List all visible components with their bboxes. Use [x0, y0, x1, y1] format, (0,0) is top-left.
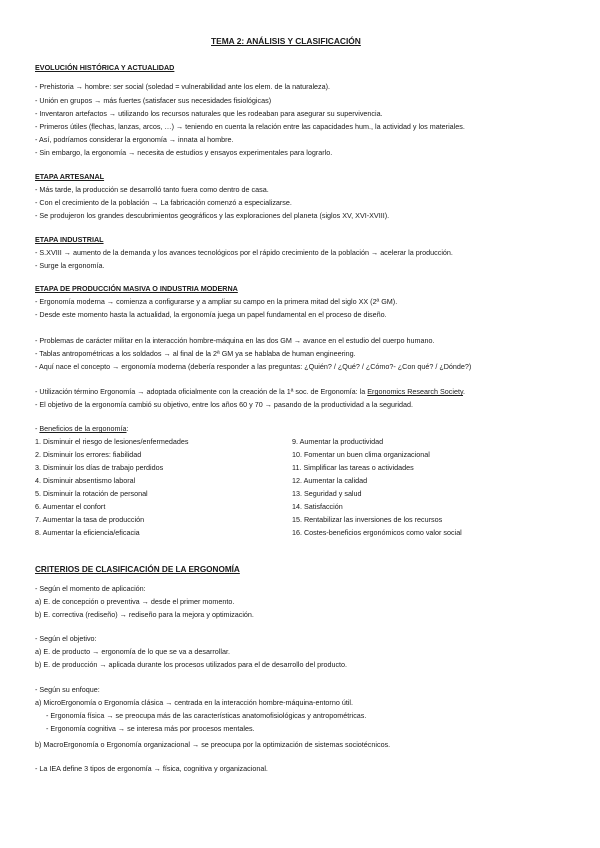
- paragraph-line: - Inventaron artefactos → utilizando los recursos naturales que les rodeaban para asegurar su supervivencia.: [35, 109, 383, 118]
- benefit-item: 1. Disminuir el riesgo de lesiones/enfermedades: [35, 437, 189, 446]
- paragraph-line: - Tablas antropométricas a los soldados → al final de la 2ª GM ya se hablaba de human engineering.: [35, 349, 356, 358]
- paragraph-line: - Así, podríamos considerar la ergonomía → innata al hombre.: [35, 135, 234, 144]
- benefits-colon: :: [126, 424, 129, 433]
- paragraph-subline: - Ergonomía física → se preocupa más de las características anatomofisiológicas y antropométricas.: [46, 711, 367, 720]
- paragraph-line: - Sin embargo, la ergonomía → necesita de estudios y ensayos experimentales para lograrlo.: [35, 148, 333, 157]
- paragraph-line: - La IEA define 3 tipos de ergonomía → física, cognitiva y organizacional.: [35, 764, 268, 773]
- section-heading-produccion-masiva: ETAPA DE PRODUCCIÓN MASIVA O INDUSTRIA MODERNA: [35, 284, 238, 293]
- paragraph-line: - Primeros útiles (flechas, lanzas, arcos, …) → teniendo en cuenta la relación entre las capacidades hum., la actividad y los materiales.: [35, 122, 465, 131]
- benefit-item: 15. Rentabilizar las inversiones de los recursos: [292, 515, 443, 524]
- paragraph-line: - Surge la ergonomía.: [35, 261, 105, 270]
- section-heading-evolucion: EVOLUCIÓN HISTÓRICA Y ACTUALIDAD: [35, 63, 175, 72]
- paragraph-line: - Unión en grupos → más fuertes (satisfacer sus necesidades fisiológicas): [35, 96, 272, 105]
- section-heading-artesanal: ETAPA ARTESANAL: [35, 172, 105, 181]
- paragraph-line: - Según el momento de aplicación:: [35, 584, 146, 593]
- paragraph-line-ers: [35, 387, 465, 396]
- benefit-item: 16. Costes-beneficios ergonómicos como valor social: [292, 528, 462, 537]
- paragraph-line: b) MacroErgonomía o Ergonomía organizacional → se preocupa por la optimización de sistemas sociotécnicos.: [35, 740, 391, 749]
- benefit-item: 6. Aumentar el confort: [35, 502, 106, 511]
- paragraph-line: - Se produjeron los grandes descubrimientos geográficos y las exploraciones del planeta (siglos XV, XVI-XVIII).: [35, 211, 390, 220]
- benefit-item: 3. Disminuir los días de trabajo perdidos: [35, 463, 164, 472]
- benefit-item: 7. Aumentar la tasa de producción: [35, 515, 145, 524]
- paragraph-line: b) E. de producción → aplicada durante los procesos utilizados para el de desarrollo del producto.: [35, 660, 348, 669]
- paragraph-line: - Prehistoria → hombre: ser social (soledad = vulnerabilidad ante los elem. de la naturaleza).: [35, 82, 331, 91]
- paragraph-line: - Aquí nace el concepto → ergonomía moderna (debería responder a las preguntas: ¿Quién? / ¿Qué? / ¿Cómo?- ¿Con qué? / ¿Dónde?): [35, 362, 472, 371]
- benefit-item: 8. Aumentar la eficiencia/eficacia: [35, 528, 140, 537]
- paragraph-line: a) E. de producto → ergonomía de lo que se va a desarrollar.: [35, 647, 230, 656]
- ers-text: - Utilización término Ergonomía → adoptada oficialmente con la creación de la 1ª soc. de Ergonomía: la: [35, 387, 368, 396]
- paragraph-line: b) E. correctiva (rediseño) → rediseño para la mejora y optimización.: [35, 610, 254, 619]
- benefit-item: 10. Fomentar un buen clima organizacional: [292, 450, 430, 459]
- document-title: TEMA 2: ANÁLISIS Y CLASIFICACIÓN: [211, 36, 361, 46]
- benefit-item: 4. Disminuir absentismo laboral: [35, 476, 136, 485]
- benefit-item: 11. Simplificar las tareas o actividades: [292, 463, 414, 472]
- benefit-item: 2. Disminuir los errores: fiabilidad: [35, 450, 142, 459]
- paragraph-line: - El objetivo de la ergonomía cambió su objetivo, entre los años 60 y 70 → pasando de la productividad a la seguridad.: [35, 400, 413, 409]
- paragraph-line: - Según su enfoque:: [35, 685, 100, 694]
- paragraph-line: - Con el crecimiento de la población → La fabricación comenzó a especializarse.: [35, 198, 292, 207]
- paragraph-line: - Desde este momento hasta la actualidad, la ergonomía juega un papel fundamental en el proceso de diseño.: [35, 310, 387, 319]
- benefits-heading: [35, 424, 129, 433]
- benefits-bullet: -: [35, 424, 40, 433]
- benefit-item: 14. Satisfacción: [292, 502, 343, 511]
- benefit-item: 9. Aumentar la productividad: [292, 437, 384, 446]
- paragraph-line: - Ergonomía moderna → comienza a configurarse y a ampliar su campo en la primera mitad del siglo XX (2ª GM).: [35, 297, 398, 306]
- benefit-item: 13. Seguridad y salud: [292, 489, 362, 498]
- paragraph-line: - Según el objetivo:: [35, 634, 97, 643]
- paragraph-subline: - Ergonomía cognitiva → se interesa más por procesos mentales.: [46, 724, 255, 733]
- ers-suffix: .: [463, 387, 466, 396]
- ergonomics-research-society-link: Ergonomics Research Society: [367, 387, 464, 396]
- benefit-item: 12. Aumentar la calidad: [292, 476, 368, 485]
- benefits-title: Beneficios de la ergonomía: [39, 424, 127, 433]
- benefit-item: 5. Disminuir la rotación de personal: [35, 489, 148, 498]
- paragraph-line: - S.XVIII → aumento de la demanda y los avances tecnológicos por el rápido crecimiento de la población → acelerar la producción.: [35, 248, 453, 257]
- section-heading-criterios: CRITERIOS DE CLASIFICACIÓN DE LA ERGONOMÍA: [35, 565, 240, 574]
- section-heading-industrial: ETAPA INDUSTRIAL: [35, 235, 104, 244]
- paragraph-line: a) E. de concepción o preventiva → desde el primer momento.: [35, 597, 235, 606]
- paragraph-line: - Problemas de carácter militar en la interacción hombre-máquina en las dos GM → avance en el estudio del cuerpo humano.: [35, 336, 435, 345]
- paragraph-line: a) MicroErgonomía o Ergonomía clásica → centrada en la interacción hombre-máquina-entorno útil.: [35, 698, 354, 707]
- paragraph-line: - Más tarde, la producción se desarrolló tanto fuera como dentro de casa.: [35, 185, 269, 194]
